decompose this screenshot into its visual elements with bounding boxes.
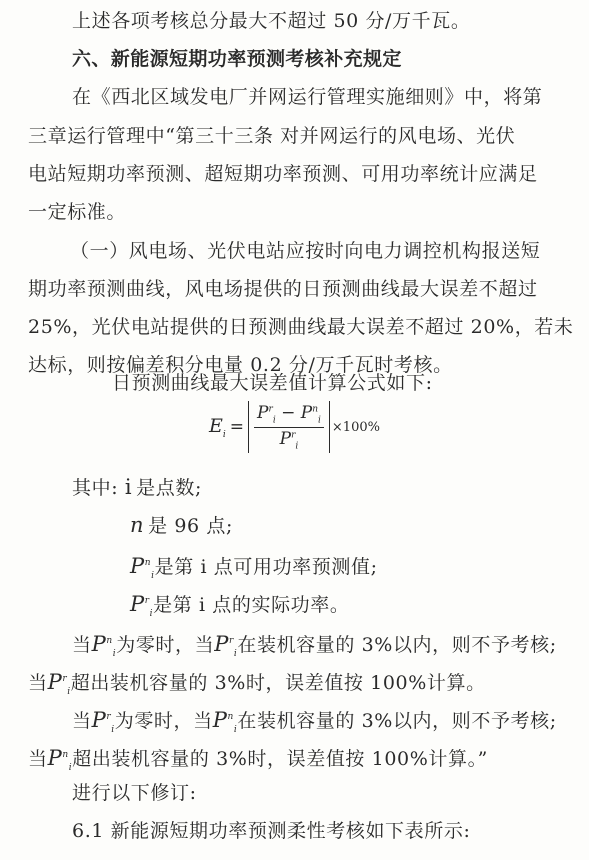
rule-line — [0, 626, 589, 660]
symbol-pn: P — [91, 632, 107, 656]
rule-text: 在装机容量的 3%以内，则不予考核; — [237, 710, 557, 732]
section-heading: 六、新能源短期功率预测考核补充规定 — [72, 48, 402, 70]
symbol-pn: P — [47, 746, 63, 770]
summary-line: 上述各项考核总分最大不超过 50 分/万千瓦。 — [72, 10, 471, 32]
where-n-desc: 是 96 点; — [148, 515, 233, 537]
symbol-pr: P — [130, 592, 145, 616]
symbol-pn: P — [212, 708, 228, 732]
symbol-pn-sup: n — [62, 750, 69, 760]
rule-line — [0, 740, 589, 774]
formula-denominator — [277, 428, 302, 451]
where-line — [0, 548, 589, 582]
amendment-intro: 进行以下修订: — [72, 782, 197, 804]
den-sup: r — [291, 429, 296, 440]
symbol-pn: P — [130, 554, 145, 578]
rule-line — [0, 702, 589, 736]
paragraph-line: （一）风电场、光伏电站应按时向电力调控机构报送短 — [70, 240, 541, 262]
symbol-pr-sup: r — [62, 674, 68, 684]
symbol-pn-sup: n — [106, 636, 113, 646]
symbol-pr: P — [214, 632, 229, 656]
symbol-n: n — [130, 513, 145, 537]
den-sub: i — [295, 440, 299, 451]
formula-lhs: E — [209, 414, 223, 437]
where-line — [0, 510, 589, 540]
symbol-pr-sup: r — [228, 636, 234, 646]
paragraph-line: 三章运行管理中“第三十三条 对并网运行的风电场、光伏 — [28, 125, 516, 147]
formula-lhs-sub: i — [222, 429, 226, 440]
paragraph-line: 25%，光伏电站提供的日预测曲线最大误差不超过 20%，若未 — [28, 316, 574, 338]
where-label: 其中: — [72, 477, 125, 499]
rule-text: 超出装机容量的 3%时，误差值按 100%计算。” — [72, 748, 488, 770]
symbol-pr: P — [91, 708, 107, 732]
symbol-pn-sup: n — [227, 712, 234, 722]
symbol-pr-sup: r — [144, 596, 150, 606]
rule-text: 超出装机容量的 3%时，误差值按 100%计算。 — [70, 672, 486, 694]
num-b-sub: i — [318, 415, 321, 426]
symbol-i: i — [124, 475, 133, 499]
rule-text: 当 — [28, 748, 48, 770]
where-pn-desc: 是第 i 点可用功率预测值; — [154, 556, 378, 578]
symbol-pr-sub: i — [149, 609, 154, 620]
symbol-pn-sub: i — [68, 763, 73, 774]
symbol-pn-sup: n — [144, 558, 152, 568]
paragraph-line: 电站短期功率预测、超短期功率预测、可用功率统计应满足 — [28, 163, 538, 185]
num-minus: − — [281, 403, 296, 424]
num-a-sup: r — [268, 404, 273, 415]
rule-text: 当 — [28, 672, 48, 694]
where-pr-desc: 是第 i 点的实际功率。 — [153, 594, 350, 616]
symbol-pn-sub: i — [151, 571, 155, 582]
formula-times: ×100% — [331, 419, 380, 435]
symbol-pr: P — [47, 670, 63, 694]
rule-text: 为零时，当 — [116, 634, 215, 656]
num-a-sub: i — [272, 415, 276, 426]
where-line — [0, 472, 589, 502]
num-b: P — [300, 403, 313, 424]
symbol-pn-sub: i — [112, 649, 117, 660]
where-line — [0, 586, 589, 620]
rule-text: 在装机容量的 3%以内，则不予考核; — [237, 634, 557, 656]
rule-line — [0, 664, 589, 698]
formula-fraction — [254, 403, 324, 451]
subsection-line: 6.1 新能源短期功率预测柔性考核如下表所示: — [72, 820, 471, 842]
num-b-sup: n — [312, 404, 319, 415]
paragraph-line: 在《西北区域发电厂并网运行管理实施细则》中，将第 — [72, 86, 543, 108]
rule-text: 当 — [72, 634, 92, 656]
error-formula — [0, 398, 589, 456]
paragraph-line: 达标，则按偏差积分电量 0.2 分/万千瓦时考核。 — [28, 354, 453, 376]
formula-abs — [248, 401, 330, 453]
symbol-pr-sub: i — [111, 725, 115, 736]
paragraph-line: 一定标准。 — [28, 201, 127, 223]
rule-text: 当 — [72, 710, 92, 732]
formula-intro: 日预测曲线最大误差值计算公式如下: — [112, 372, 433, 394]
num-a: P — [257, 403, 269, 424]
paragraph-line: 期功率预测曲线，风电场提供的日预测曲线最大误差不超过 — [28, 278, 538, 300]
symbol-pr-sub: i — [67, 687, 71, 698]
formula-numerator — [254, 403, 324, 427]
formula-eq: = — [229, 417, 245, 437]
symbol-pr-sub: i — [233, 649, 238, 660]
den-p: P — [279, 428, 292, 449]
symbol-pr-sup: r — [106, 712, 112, 722]
rule-text: 为零时，当 — [114, 710, 213, 732]
where-i-desc: 是点数; — [136, 477, 202, 499]
symbol-pn-sub: i — [233, 725, 238, 736]
